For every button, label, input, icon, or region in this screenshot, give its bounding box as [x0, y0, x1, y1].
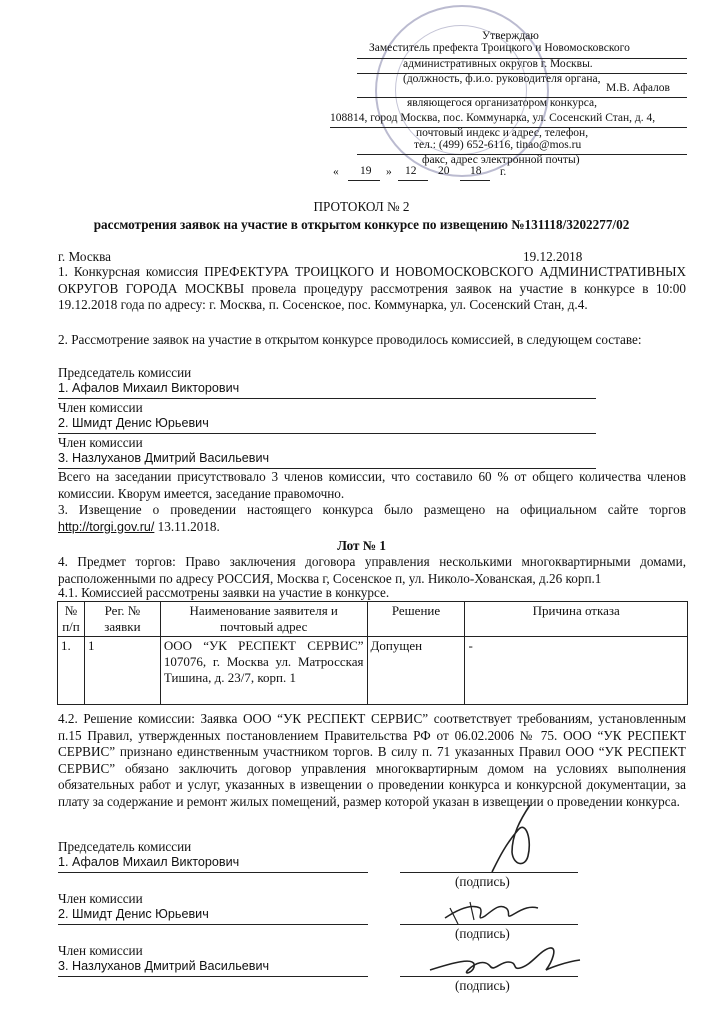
sign-name-rule-3 [58, 976, 368, 977]
table-row [58, 637, 688, 705]
approval-date-century: 20 [438, 165, 450, 177]
cell-reg: 1 [84, 637, 160, 705]
approval-signer: М.В. Афалов [606, 82, 670, 94]
sign-role-1: Председатель комиссии [58, 839, 192, 854]
approval-date-mid: » [386, 166, 392, 178]
paragraph-4-date: 13.11.2018. [157, 518, 220, 534]
signature-2-mark [445, 906, 538, 918]
col-header-reg: Рег. № заявки [84, 602, 160, 637]
approval-line-7: почтовый индекс и адрес, телефон, [416, 127, 589, 139]
lot-heading: Лот № 1 [337, 538, 386, 553]
member-role-1: Председатель комиссии [58, 365, 192, 380]
member-role-2: Член комиссии [58, 400, 143, 415]
sign-name-3: 3. Назлуханов Дмитрий Васильевич [58, 959, 270, 973]
torgi-link[interactable]: http://torgi.gov.ru/ [58, 519, 155, 534]
approval-line-5: являющегося организатором конкурса, [407, 97, 597, 109]
approval-line-1: Утверждаю [482, 30, 539, 42]
protocol-date: 19.12.2018 [523, 249, 583, 264]
sign-caption-3: (подпись) [455, 978, 510, 993]
member-role-3: Член комиссии [58, 435, 143, 450]
paragraph-7: 4.2. Решение комиссии: Заявка ООО “УК РЕСПЕКТ СЕРВИС” соответствует требованиям, установленным п.15 Правил, утвержденных постановлением Правительства РФ от 06.02.2006 № 75. ООО “УК РЕСПЕКТ СЕРВИС” признано единственным участником торгов. В силу п. 71 указанных Правил ООО “УК РЕСПЕКТ СЕРВИС” обязано заключить договор управления многоквартирным домом на условиях выполнения обязательных работ и услуг, указанных в извещении о проведении конкурса и конкурсной документации, за плату за содержание и ремонт жилых помещений, размер которой указан в извещении о проведении конкурса. [58, 711, 686, 809]
handwritten-signatures [400, 790, 590, 1020]
date-year-rule [460, 180, 490, 181]
member-name-2: 2. Шмидт Денис Юрьевич [58, 416, 209, 430]
protocol-subtitle: рассмотрения заявок на участие в открытом конкурсе по извещению №131118/3202277/02 [93, 217, 630, 232]
approval-line-8: тел.: (499) 652-6116, tinao@mos.ru [414, 139, 582, 151]
approval-line-6: 108814, город Москва, пос. Коммунарка, ул. Сосенский Стан, д. 4, [330, 112, 656, 124]
sign-name-2: 2. Шмидт Денис Юрьевич [58, 907, 209, 921]
col-header-reason: Причина отказа [465, 602, 688, 637]
approval-date-month: 12 [405, 165, 417, 177]
signature-3-mark [430, 948, 580, 973]
approval-date-day: 19 [360, 165, 372, 177]
signature-1-mark [492, 805, 530, 872]
sign-caption-1: (подпись) [455, 874, 510, 889]
member-name-1: 1. Афалов Михаил Викторович [58, 381, 240, 395]
date-day-rule [348, 180, 380, 181]
sign-name-1: 1. Афалов Михаил Викторович [58, 855, 240, 869]
cell-reason: - [465, 637, 688, 705]
member-rule-2 [58, 433, 596, 434]
paragraph-2: 2. Рассмотрение заявок на участие в открытом конкурсе проводилось комиссией, в следующем составе: [58, 332, 642, 347]
sign-role-2: Член комиссии [58, 891, 143, 906]
place: г. Москва [58, 249, 111, 264]
paragraph-1: 1. Конкурсная комиссия ПРЕФЕКТУРА ТРОИЦКОГО И НОВОМОСКОВСКОГО АДМИНИСТРАТИВНЫХ ОКРУГОВ ГОРОДА МОСКВЫ провела процедуру рассмотрения заявок на участие в конкурсе в 10:00 19.12.2018 года по адресу: г. Москва, п. Сосенское, пос. Коммунарка, ул. Сосенский Стан, д.4. [58, 264, 686, 312]
paragraph-5: 4. Предмет торгов: Право заключения договора управления несколькими многоквартирными домами, расположенными по адресу РОССИЯ, Москва г, Сосенское п, ул. Николо-Хованская, д.26 корп.1 [58, 554, 686, 586]
paragraph-4 [58, 502, 686, 535]
member-name-3: 3. Назлуханов Дмитрий Васильевич [58, 451, 270, 465]
sign-name-rule-2 [58, 924, 368, 925]
member-rule-1 [58, 398, 596, 399]
sign-caption-2: (подпись) [455, 926, 510, 941]
approval-line-2: Заместитель префекта Троицкого и Новомосковского [369, 42, 630, 54]
cell-decision: Допущен [367, 637, 465, 705]
approval-date-suffix: г. [500, 166, 507, 178]
table-header-row [58, 602, 688, 637]
approval-line-9: факс, адрес электронной почты) [422, 154, 580, 166]
paragraph-3: Всего на заседании присутствовало 3 членов комиссии, что составило 60 % от общего количества членов комиссии. Кворум имеется, заседание правомочно. [58, 469, 686, 501]
date-month-rule [398, 180, 428, 181]
col-header-decision: Решение [367, 602, 465, 637]
approval-line-4: (должность, ф.и.о. руководителя органа, [403, 73, 601, 85]
protocol-title: ПРОТОКОЛ № 2 [313, 199, 410, 214]
sign-role-3: Член комиссии [58, 943, 143, 958]
sign-name-rule-1 [58, 872, 368, 873]
col-header-applicant: Наименование заявителя и почтовый адрес [160, 602, 367, 637]
col-header-number: № п/п [58, 602, 85, 637]
cell-number: 1. [58, 637, 85, 705]
approval-date-open: « [333, 166, 339, 178]
approval-date-year: 18 [470, 165, 482, 177]
approval-line-3: административных округов г. Москвы. [403, 58, 593, 70]
applications-table [57, 601, 688, 705]
paragraph-4-text: 3. Извещение о проведении настоящего конкурса было размещено на официальном сайте торгов [58, 502, 686, 517]
cell-applicant: ООО “УК РЕСПЕКТ СЕРВИС” 107076, г. Москва ул. Матросская Тишина, д. 23/7, корп. 1 [160, 637, 367, 705]
paragraph-6: 4.1. Комиссией рассмотрены заявки на участие в конкурсе. [58, 585, 390, 600]
